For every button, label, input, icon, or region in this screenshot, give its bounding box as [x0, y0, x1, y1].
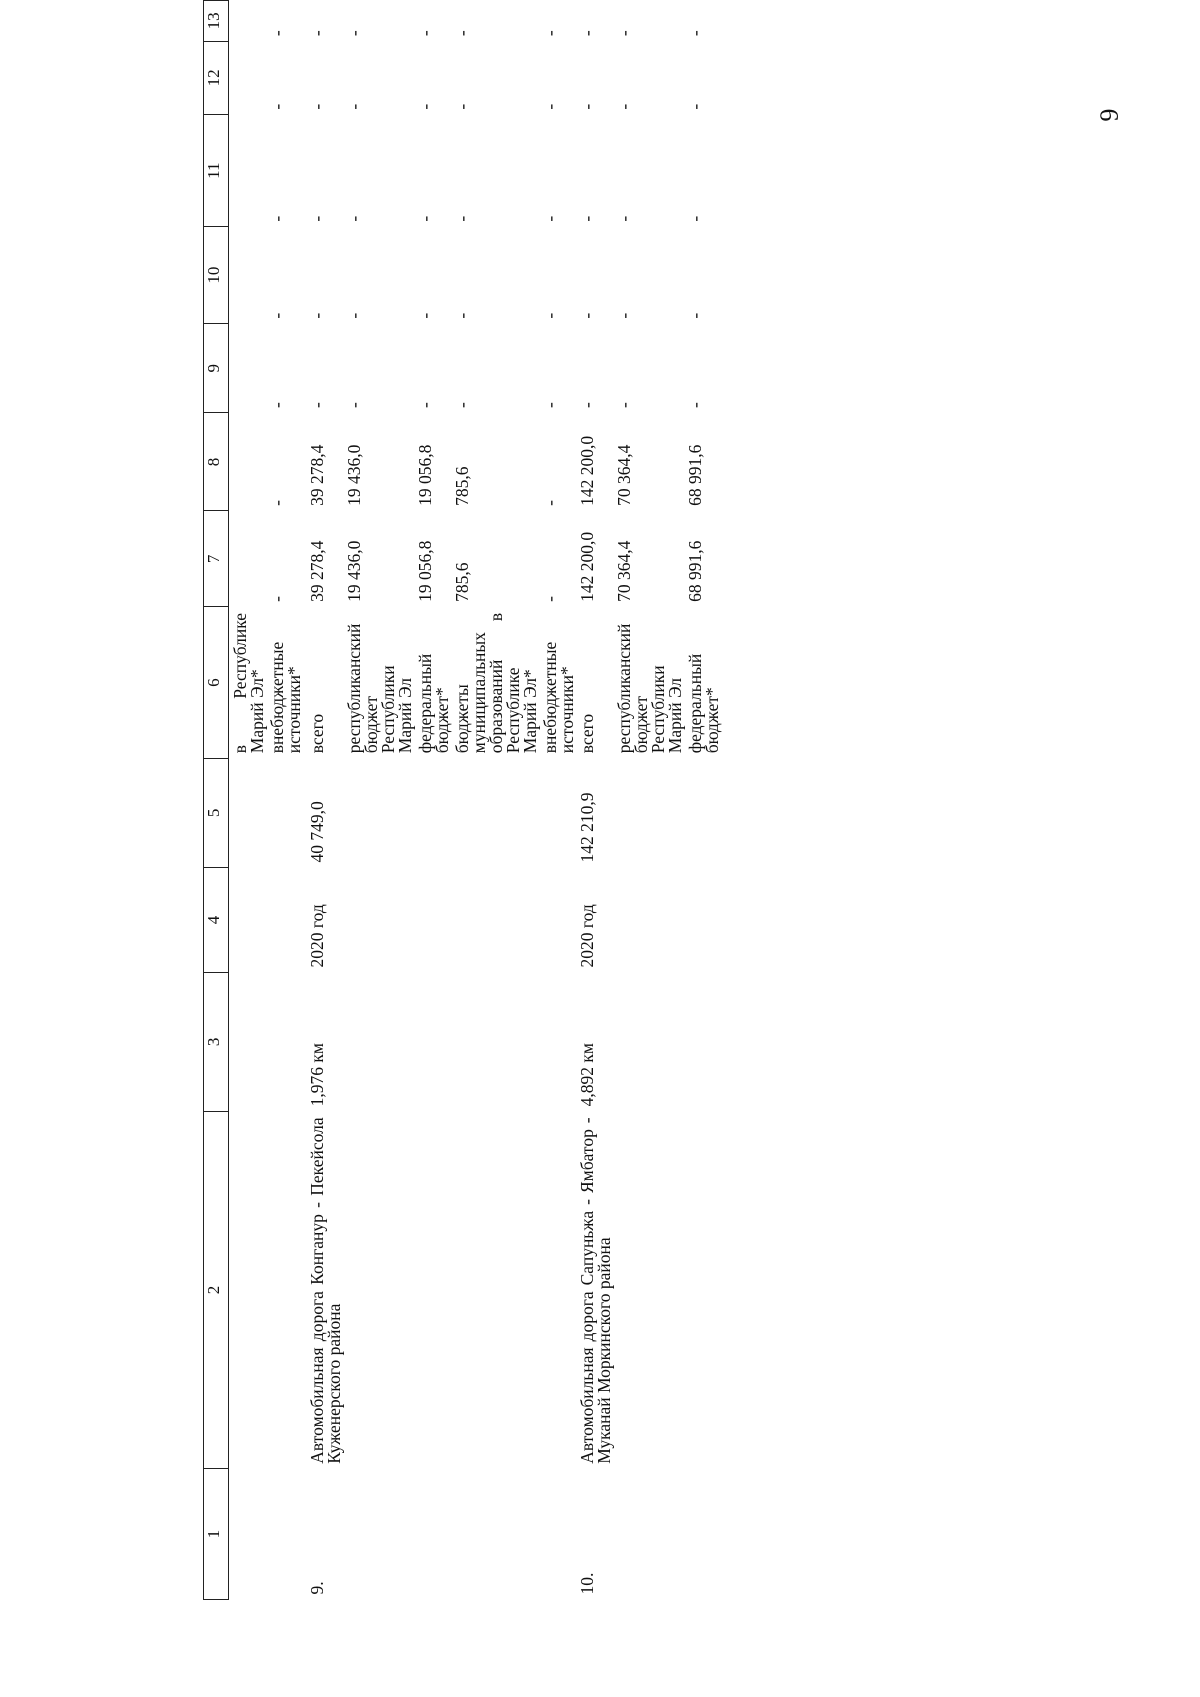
amount-2021-cell: - — [614, 402, 634, 408]
amount-2021-cell: - — [267, 402, 287, 408]
table-row — [306, 1, 343, 1600]
item-number-cell: 9. — [307, 1581, 327, 1595]
column-number-header — [204, 1, 229, 1600]
col-header-12: 12 — [204, 41, 229, 114]
funding-source-cell: всего — [577, 713, 597, 754]
col-header-1: 1 — [204, 1469, 229, 1600]
total-amount-cell: 19 436,0 — [344, 540, 364, 602]
amount-2024-cell: - — [344, 103, 364, 110]
amount-2020-cell: 68 991,6 — [685, 444, 705, 506]
period-cell — [414, 867, 451, 972]
object-name-cell — [414, 1111, 451, 1468]
table-row — [266, 1, 306, 1600]
total-amount-cell — [229, 511, 267, 607]
amount-2022-cell — [229, 227, 267, 324]
total-amount-cell: 70 364,4 — [614, 540, 634, 602]
funding-source-cell: бюджеты муниципальных образований в Республике Марий Эл* — [452, 612, 540, 754]
financing-table — [203, 0, 721, 1600]
funding-source-cell: внебюджетные источники* — [540, 641, 577, 754]
col-header-3: 3 — [204, 972, 229, 1111]
estimated-cost-cell — [414, 758, 451, 867]
col-header-2: 2 — [204, 1111, 229, 1468]
funding-source-cell: федеральный бюджет* — [415, 653, 452, 754]
amount-2020-cell: 785,6 — [452, 466, 472, 506]
period-cell — [539, 867, 576, 972]
length-cell: 4,892 км — [577, 1043, 597, 1107]
amount-2022-cell: - — [452, 312, 472, 319]
object-name-cell — [613, 1111, 684, 1468]
col-header-11: 11 — [204, 115, 229, 227]
amount-2024-cell: - — [577, 103, 597, 110]
period-cell — [451, 867, 539, 972]
amount-2022-cell: - — [267, 312, 287, 319]
amount-2020-cell: 39 278,4 — [307, 444, 327, 506]
amount-2022-cell: - — [307, 312, 327, 319]
table-row — [343, 1, 414, 1600]
object-name-cell — [684, 1111, 721, 1468]
object-name-cell — [266, 1111, 306, 1468]
amount-2023-cell: - — [307, 215, 327, 222]
amount-2021-cell: - — [415, 402, 435, 408]
table-row — [539, 1, 576, 1600]
amount-2020-cell: 19 056,8 — [415, 444, 435, 506]
amount-2023-cell: - — [540, 215, 560, 222]
amount-2023-cell: - — [344, 215, 364, 222]
amount-2022-cell: - — [577, 312, 597, 319]
total-amount-cell: 19 056,8 — [415, 540, 435, 602]
amount-2024-cell: - — [415, 103, 435, 110]
period-cell: 2020 год — [577, 904, 597, 968]
item-number-cell — [414, 1469, 451, 1600]
amount-2021-cell: - — [344, 402, 364, 408]
object-name-cell: Автомобильная дорога Конганур - Пекейсола Куженерского района — [307, 1117, 344, 1464]
length-cell — [229, 972, 267, 1111]
estimated-cost-cell — [266, 758, 306, 867]
total-amount-cell: 39 278,4 — [307, 540, 327, 602]
period-cell — [229, 867, 267, 972]
length-cell — [266, 972, 306, 1111]
length-cell — [613, 972, 684, 1111]
item-number-cell — [229, 1469, 267, 1600]
amount-2024-cell: - — [685, 103, 705, 110]
period-cell — [613, 867, 684, 972]
object-name-cell — [343, 1111, 414, 1468]
total-amount-cell: - — [540, 596, 560, 602]
amount-2020-cell: 70 364,4 — [614, 444, 634, 506]
amount-2023-cell: - — [452, 215, 472, 222]
length-cell — [451, 972, 539, 1111]
item-number-cell — [266, 1469, 306, 1600]
amount-2022-cell: - — [614, 312, 634, 319]
amount-2024-cell: - — [267, 103, 287, 110]
estimated-cost-cell: 142 210,9 — [577, 792, 597, 863]
object-name-cell — [539, 1111, 576, 1468]
item-number-cell — [684, 1469, 721, 1600]
item-number-cell: 10. — [577, 1572, 597, 1595]
total-amount-cell: 785,6 — [452, 562, 472, 602]
amount-2021-cell: - — [577, 402, 597, 408]
amount-2021-cell: - — [452, 402, 472, 408]
period-cell — [266, 867, 306, 972]
amount-2024-cell: - — [540, 103, 560, 110]
object-name-cell — [229, 1111, 267, 1468]
funding-source-cell: всего — [307, 713, 327, 754]
total-amount-cell: - — [267, 596, 287, 602]
estimated-cost-cell — [539, 758, 576, 867]
amount-2023-cell: - — [614, 215, 634, 222]
estimated-cost-cell — [451, 758, 539, 867]
amount-2021-cell: - — [540, 402, 560, 408]
funding-source-cell: в Республике Марий Эл* — [230, 612, 267, 754]
item-number-cell — [613, 1469, 684, 1600]
amount-2024-cell: - — [452, 103, 472, 110]
amount-2025-cell — [229, 1, 267, 42]
amount-2022-cell: - — [685, 312, 705, 319]
col-header-10: 10 — [204, 227, 229, 324]
funding-source-cell: внебюджетные источники* — [267, 641, 304, 754]
table-row — [576, 1, 613, 1600]
length-cell — [414, 972, 451, 1111]
amount-2025-cell: - — [344, 30, 364, 37]
funding-source-cell: федеральный бюджет* — [685, 653, 722, 754]
total-amount-cell: 142 200,0 — [577, 531, 597, 602]
amount-2025-cell: - — [267, 30, 287, 37]
table-row — [414, 1, 451, 1600]
length-cell — [684, 972, 721, 1111]
length-cell — [343, 972, 414, 1111]
item-number-cell — [451, 1469, 539, 1600]
col-header-5: 5 — [204, 758, 229, 867]
table-row — [451, 1, 539, 1600]
amount-2024-cell: - — [307, 103, 327, 110]
amount-2025-cell: - — [685, 30, 705, 37]
estimated-cost-cell: 40 749,0 — [307, 801, 327, 863]
funding-source-cell: республиканский бюджет Республики Марий Эл — [614, 623, 685, 754]
amount-2025-cell: - — [614, 30, 634, 37]
table-row — [613, 1, 684, 1600]
amount-2023-cell — [229, 115, 267, 227]
period-cell — [343, 867, 414, 972]
amount-2020-cell: 19 436,0 — [344, 444, 364, 506]
length-cell — [539, 972, 576, 1111]
col-header-9: 9 — [204, 324, 229, 413]
funding-source-cell: республиканский бюджет Республики Марий Эл — [344, 623, 415, 754]
amount-2023-cell: - — [415, 215, 435, 222]
amount-2025-cell: - — [577, 30, 597, 37]
period-cell: 2020 год — [307, 904, 327, 968]
col-header-8: 8 — [204, 413, 229, 511]
page-number: 6 — [1094, 108, 1124, 122]
col-header-13: 13 — [204, 1, 229, 42]
estimated-cost-cell — [229, 758, 267, 867]
estimated-cost-cell — [613, 758, 684, 867]
col-header-4: 4 — [204, 867, 229, 972]
amount-2020-cell: - — [267, 500, 287, 506]
amount-2022-cell: - — [540, 312, 560, 319]
length-cell: 1,976 км — [307, 1043, 327, 1107]
item-number-cell — [539, 1469, 576, 1600]
amount-2020-cell: - — [540, 500, 560, 506]
col-header-6: 6 — [204, 607, 229, 758]
amount-2021-cell: - — [685, 402, 705, 408]
amount-2024-cell: - — [614, 103, 634, 110]
amount-2020-cell — [229, 413, 267, 511]
amount-2021-cell — [229, 324, 267, 413]
amount-2021-cell: - — [307, 402, 327, 408]
amount-2023-cell: - — [577, 215, 597, 222]
amount-2025-cell: - — [540, 30, 560, 37]
amount-2024-cell — [229, 41, 267, 114]
amount-2025-cell: - — [307, 30, 327, 37]
amount-2022-cell: - — [344, 312, 364, 319]
amount-2025-cell: - — [452, 30, 472, 37]
table-row — [684, 1, 721, 1600]
amount-2023-cell: - — [267, 215, 287, 222]
amount-2022-cell: - — [415, 312, 435, 319]
estimated-cost-cell — [684, 758, 721, 867]
amount-2020-cell: 142 200,0 — [577, 435, 597, 506]
col-header-7: 7 — [204, 511, 229, 607]
amount-2023-cell: - — [685, 215, 705, 222]
object-name-cell: Автомобильная дорога Сапуньжа - Ямбатор - Муканай Моркинского района — [577, 1117, 614, 1464]
estimated-cost-cell — [343, 758, 414, 867]
total-amount-cell: 68 991,6 — [685, 540, 705, 602]
amount-2025-cell: - — [415, 30, 435, 37]
item-number-cell — [343, 1469, 414, 1600]
table-row — [229, 1, 267, 1600]
object-name-cell — [451, 1111, 539, 1468]
period-cell — [684, 867, 721, 972]
